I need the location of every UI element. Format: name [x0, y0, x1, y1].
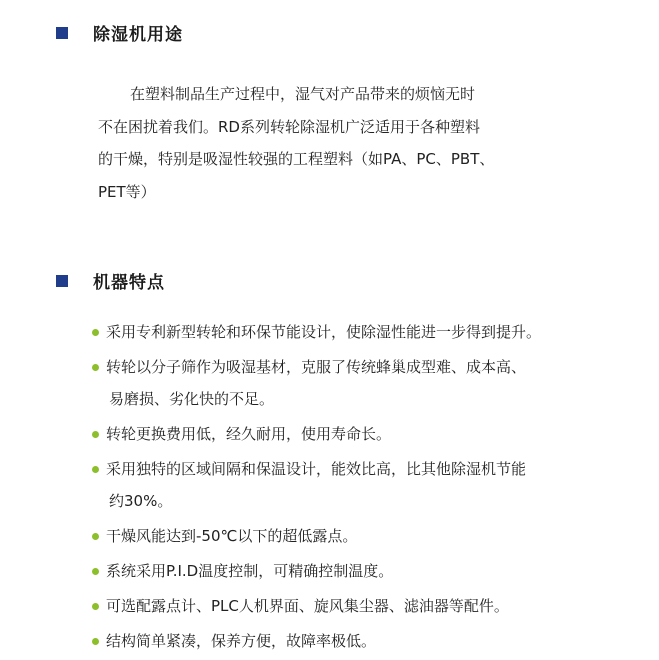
- feature-item: [92, 418, 652, 450]
- bullet-dot-icon: [92, 364, 99, 371]
- feature-item: [92, 316, 652, 348]
- feature-item: [92, 625, 652, 657]
- feature-text: 可选配露点计、PLC人机界面、旋风集尘器、滤油器等配件。: [106, 597, 509, 615]
- bullet-dot-icon: [92, 466, 99, 473]
- heading-square-icon: [56, 27, 68, 39]
- bullet-dot-icon: [92, 603, 99, 610]
- feature-text: 转轮以分子筛作为吸湿基材，克服了传统蜂巢成型难、成本高、: [106, 358, 527, 376]
- paragraph-line: PET等）: [98, 182, 156, 201]
- bullet-dot-icon: [92, 533, 99, 540]
- feature-text: 结构简单紧凑，保养方便，故障率极低。: [106, 632, 377, 650]
- bullet-dot-icon: [92, 431, 99, 438]
- paragraph-line: 的干燥，特别是吸湿性较强的工程塑料（如PA、PC、PBT、: [98, 150, 495, 168]
- feature-text-continued: 约30%。: [109, 492, 173, 510]
- feature-text-continued: 易磨损、劣化快的不足。: [109, 390, 275, 408]
- heading-square-icon: [56, 275, 68, 287]
- bullet-dot-icon: [92, 638, 99, 645]
- feature-list: [92, 316, 652, 660]
- paragraph-line: 在塑料制品生产过程中，湿气对产品带来的烦恼无时: [130, 85, 476, 103]
- feature-item: [92, 351, 652, 415]
- paragraph-line: 不在困扰着我们。RD系列转轮除湿机广泛适用于各种塑料: [98, 117, 480, 136]
- feature-text: 干燥风能达到-50℃以下的超低露点。: [106, 527, 358, 545]
- feature-item: [92, 555, 652, 587]
- usage-section-heading: [56, 20, 183, 45]
- usage-paragraph: [98, 78, 568, 208]
- feature-text: 采用独特的区域间隔和保温设计，能效比高，比其他除湿机节能: [106, 460, 527, 478]
- feature-item: [92, 453, 652, 517]
- bullet-dot-icon: [92, 329, 99, 336]
- features-section-heading: [56, 268, 165, 293]
- feature-text: 转轮更换费用低，经久耐用，使用寿命长。: [106, 425, 392, 443]
- feature-text: 系统采用P.I.D温度控制，可精确控制温度。: [106, 562, 394, 580]
- usage-section-title: 除湿机用途: [93, 25, 183, 45]
- feature-text: 采用专利新型转轮和环保节能设计，使除湿性能进一步得到提升。: [106, 323, 542, 341]
- feature-item: [92, 520, 652, 552]
- bullet-dot-icon: [92, 568, 99, 575]
- feature-item: [92, 590, 652, 622]
- features-section-title: 机器特点: [93, 273, 165, 293]
